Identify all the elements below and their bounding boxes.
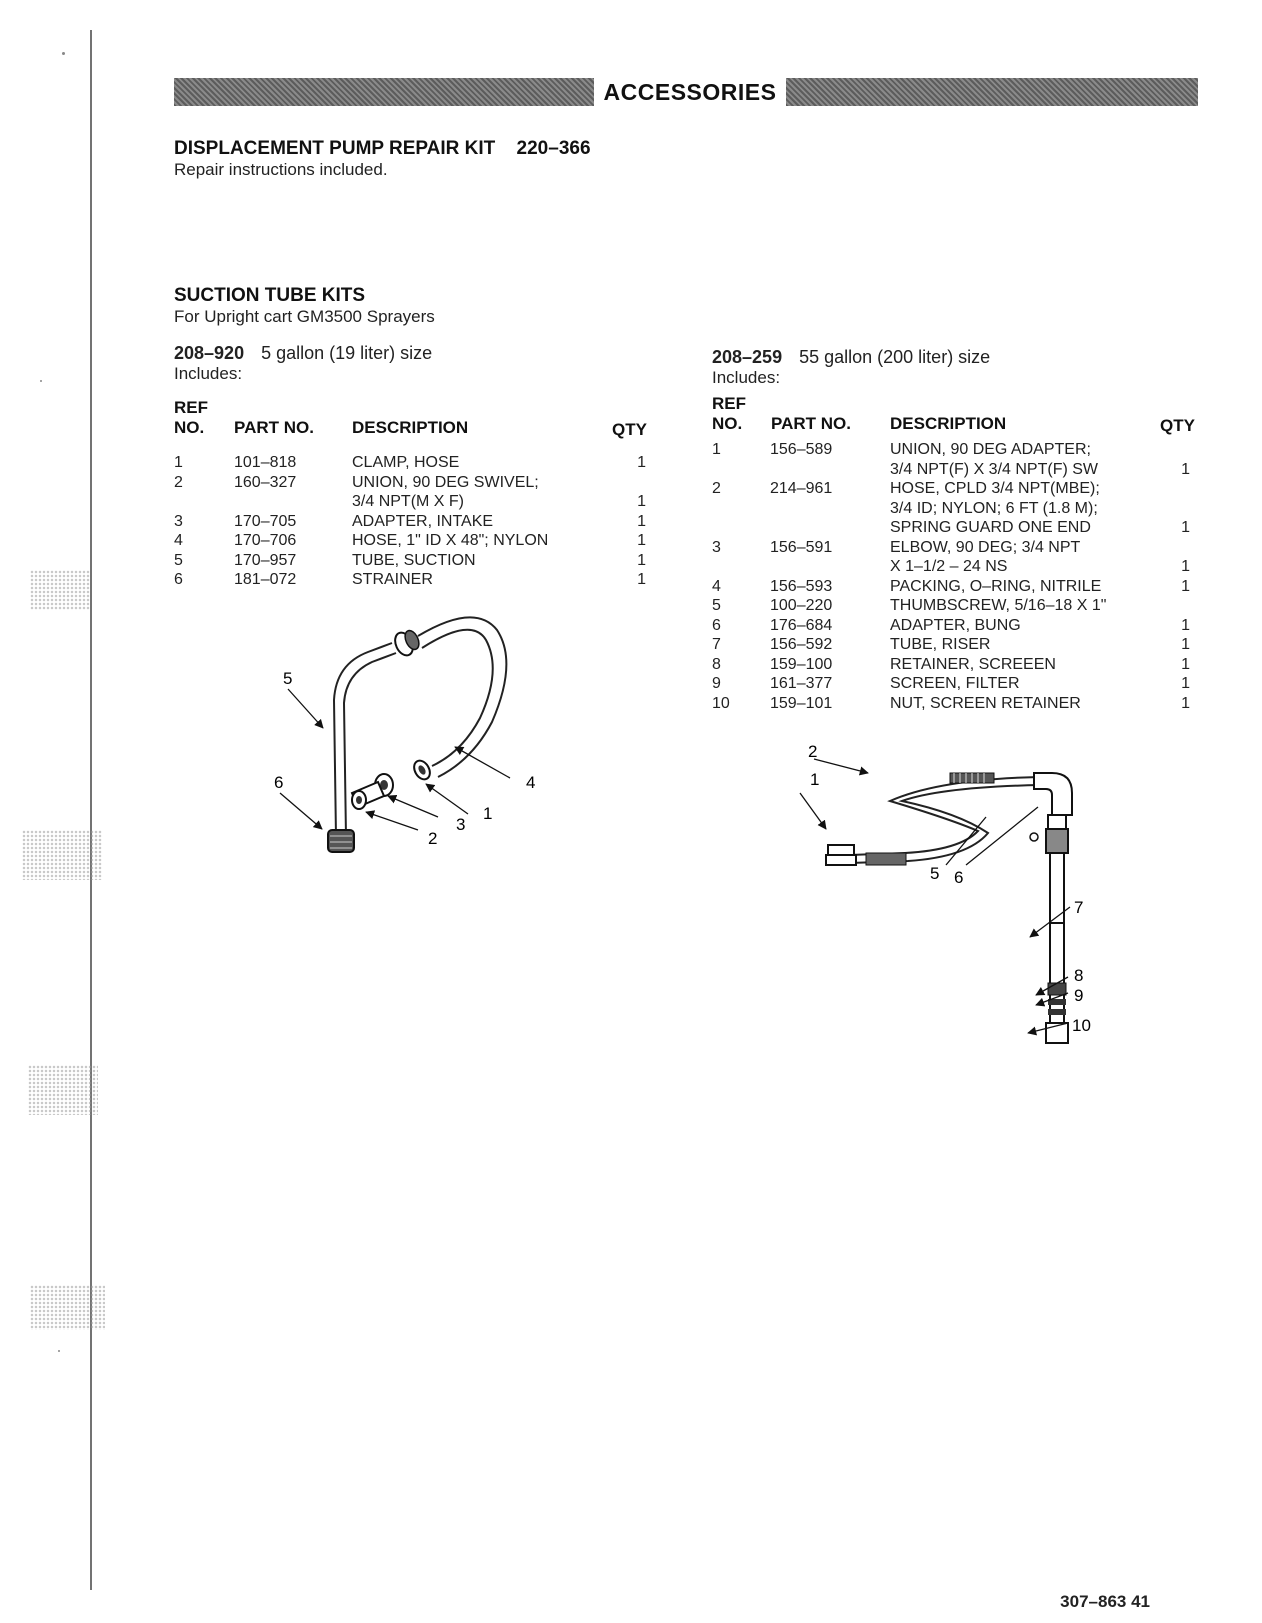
parts-qty: 1 (1181, 694, 1190, 712)
kit-a-part-header: PART NO. (234, 418, 314, 437)
riser-tube-shape (1048, 815, 1066, 829)
banner-bar-left (174, 78, 594, 106)
parts-ref: 6 (712, 616, 721, 634)
kit-b-includes: Includes: (712, 368, 781, 387)
parts-row (712, 596, 1200, 616)
kit-b-desc-header: DESCRIPTION (890, 414, 1007, 433)
kit-a-diagram (260, 600, 580, 890)
parts-qty: 1 (637, 532, 646, 549)
kit-b-callout: 8 (1074, 966, 1084, 985)
kit-b-ref-header: REF (712, 394, 746, 413)
scan-speck (58, 1350, 60, 1352)
parts-description: ADAPTER, INTAKE (352, 512, 494, 530)
parts-description: RETAINER, SCREEEN (890, 655, 1056, 673)
parts-qty: 1 (1181, 636, 1190, 653)
parts-qty: 1 (1181, 519, 1190, 536)
parts-description: HOSE, CPLD 3/4 NPT(MBE); (890, 480, 1100, 497)
parts-part-no: 159–100 (770, 655, 833, 673)
parts-ref: 1 (174, 454, 183, 471)
parts-description: UNION, 90 DEG ADAPTER; (890, 441, 1091, 458)
parts-part-no: 214–961 (770, 480, 833, 497)
parts-description: STRAINER (352, 571, 433, 588)
parts-description: ADAPTER, BUNG (890, 616, 1021, 634)
parts-description: NUT, SCREEN RETAINER (890, 694, 1081, 712)
parts-row (174, 570, 656, 590)
parts-description: 3/4 ID; NYLON; 6 FT (1.8 M); (890, 499, 1098, 517)
parts-description: HOSE, 1" ID X 48"; NYLON (352, 532, 549, 549)
parts-qty: 1 (1181, 460, 1190, 478)
parts-qty: 1 (1181, 655, 1190, 673)
parts-ref: 3 (174, 512, 183, 530)
parts-ref: 8 (712, 655, 721, 673)
parts-ref: 7 (712, 636, 721, 653)
parts-description: 3/4 NPT(M X F) (352, 493, 465, 510)
kit-a-heading (174, 343, 432, 364)
kit-a-callout: 3 (456, 815, 466, 834)
kit-b-callout: 9 (1074, 986, 1084, 1005)
parts-part-no: 181–072 (234, 571, 297, 588)
kit-a-callout: 4 (526, 773, 536, 792)
parts-row (174, 453, 656, 473)
kit-a-callout: 5 (283, 669, 293, 688)
parts-description: TUBE, RISER (890, 636, 991, 653)
parts-qty: 1 (637, 512, 646, 530)
parts-description: CLAMP, HOSE (352, 454, 460, 471)
kit-a-size: 5 gallon (19 liter) size (261, 343, 433, 363)
kit-a-ref-header: REF (174, 398, 208, 417)
parts-row (174, 512, 656, 532)
bung-adapter-shape (1046, 829, 1068, 853)
kit-b-callout: 10 (1072, 1016, 1091, 1035)
parts-part-no: 176–684 (770, 616, 833, 634)
parts-part-no: 156–592 (770, 636, 833, 653)
strainer-shape (328, 830, 354, 852)
section-banner (174, 78, 1198, 106)
kit-b-part-no: 208–259 (712, 347, 783, 367)
parts-ref: 5 (712, 597, 721, 614)
hose-shape (850, 777, 1040, 855)
kit-a-callout: 1 (483, 804, 493, 823)
repair-kit-heading (174, 138, 591, 160)
scan-speck (62, 52, 65, 55)
parts-row (712, 635, 1200, 655)
screen-filter-shape (1048, 983, 1066, 995)
scan-noise (30, 570, 90, 610)
parts-ref: 10 (712, 694, 730, 712)
parts-ref: 5 (174, 551, 183, 569)
scan-noise (30, 1285, 105, 1330)
parts-part-no: 156–591 (770, 538, 833, 556)
parts-description: THUMBSCREW, 5/16–18 X 1" (890, 597, 1107, 614)
kit-a-no-header: NO. (174, 418, 205, 437)
parts-part-no: 170–957 (234, 551, 297, 569)
kit-b-callout: 2 (808, 742, 818, 761)
parts-row (712, 616, 1200, 636)
kit-b-callout: 5 (930, 864, 940, 883)
parts-ref: 3 (712, 538, 721, 556)
scan-noise (28, 1065, 98, 1115)
parts-description: ELBOW, 90 DEG; 3/4 NPT (890, 538, 1081, 556)
parts-ref: 1 (712, 441, 721, 458)
kit-b-qty-header: QTY (1160, 416, 1195, 435)
parts-part-no: 100–220 (770, 597, 833, 614)
scan-noise (22, 830, 102, 880)
repair-kit-note: Repair instructions included. (174, 160, 388, 179)
parts-qty: 1 (637, 454, 646, 471)
parts-part-no: 156–593 (770, 577, 833, 595)
kit-a-callout: 2 (428, 829, 438, 848)
kit-a-callout: 6 (274, 773, 284, 792)
parts-description: X 1–1/2 – 24 NS (890, 558, 1008, 575)
thumbscrew-shape (1030, 833, 1038, 841)
parts-description: 3/4 NPT(F) X 3/4 NPT(F) SW (890, 460, 1099, 478)
kit-b-size: 55 gallon (200 liter) size (799, 347, 991, 367)
parts-ref: 4 (712, 577, 721, 595)
parts-qty: 1 (1181, 675, 1190, 692)
parts-row (712, 674, 1200, 694)
kit-a-part-no: 208–920 (174, 343, 245, 363)
kit-b-callout: 7 (1074, 898, 1084, 917)
parts-row (712, 440, 1200, 479)
parts-description: UNION, 90 DEG SWIVEL; (352, 473, 539, 491)
parts-part-no: 101–818 (234, 454, 297, 471)
parts-ref: 9 (712, 675, 721, 692)
parts-part-no: 160–327 (234, 473, 297, 491)
parts-qty: 1 (1181, 558, 1190, 575)
page-footer: 307–863 41 (1060, 1592, 1150, 1611)
repair-kit-title: DISPLACEMENT PUMP REPAIR KIT (174, 138, 496, 159)
parts-row (712, 479, 1200, 538)
kit-b-part-header: PART NO. (771, 414, 851, 433)
parts-qty: 1 (637, 551, 646, 569)
parts-qty: 1 (1181, 616, 1190, 634)
parts-row (712, 538, 1200, 577)
parts-row (712, 655, 1200, 675)
parts-description: TUBE, SUCTION (352, 551, 476, 569)
parts-description: PACKING, O–RING, NITRILE (890, 577, 1102, 595)
repair-kit-part-no: 220–366 (516, 138, 591, 159)
parts-description: SPRING GUARD ONE END (890, 519, 1091, 536)
parts-row (174, 473, 656, 512)
parts-ref: 4 (174, 532, 183, 549)
kit-a-desc-header: DESCRIPTION (352, 418, 469, 437)
parts-description: SCREEN, FILTER (890, 675, 1020, 692)
banner-bar-right (786, 78, 1198, 106)
suction-kits-title: SUCTION TUBE KITS (174, 285, 366, 306)
parts-row (712, 694, 1200, 714)
parts-part-no: 161–377 (770, 675, 833, 692)
parts-ref: 2 (174, 473, 183, 491)
kit-a-includes: Includes: (174, 364, 243, 383)
kit-b-no-header: NO. (712, 414, 743, 433)
parts-part-no: 159–101 (770, 694, 833, 712)
elbow-shape (1034, 773, 1072, 815)
kit-b-diagram (790, 742, 1150, 1085)
parts-part-no: 170–706 (234, 532, 297, 549)
kit-b-heading (712, 347, 990, 368)
kit-b-callout: 6 (954, 868, 964, 887)
parts-ref: 6 (174, 571, 183, 588)
parts-qty: 1 (637, 571, 646, 588)
parts-part-no: 170–705 (234, 512, 297, 530)
kit-a-qty-header: QTY (612, 420, 647, 439)
parts-row (174, 531, 656, 551)
kit-b-callout: 1 (810, 770, 820, 789)
binding-edge (90, 30, 92, 1590)
parts-row (174, 551, 656, 571)
parts-qty: 1 (637, 493, 646, 510)
banner-title: ACCESSORIES (603, 79, 777, 105)
parts-row (712, 577, 1200, 597)
scan-speck (40, 380, 42, 382)
parts-qty: 1 (1181, 577, 1190, 595)
parts-ref: 2 (712, 480, 721, 497)
parts-part-no: 156–589 (770, 441, 833, 458)
suction-kits-subtitle: For Upright cart GM3500 Sprayers (174, 307, 435, 326)
